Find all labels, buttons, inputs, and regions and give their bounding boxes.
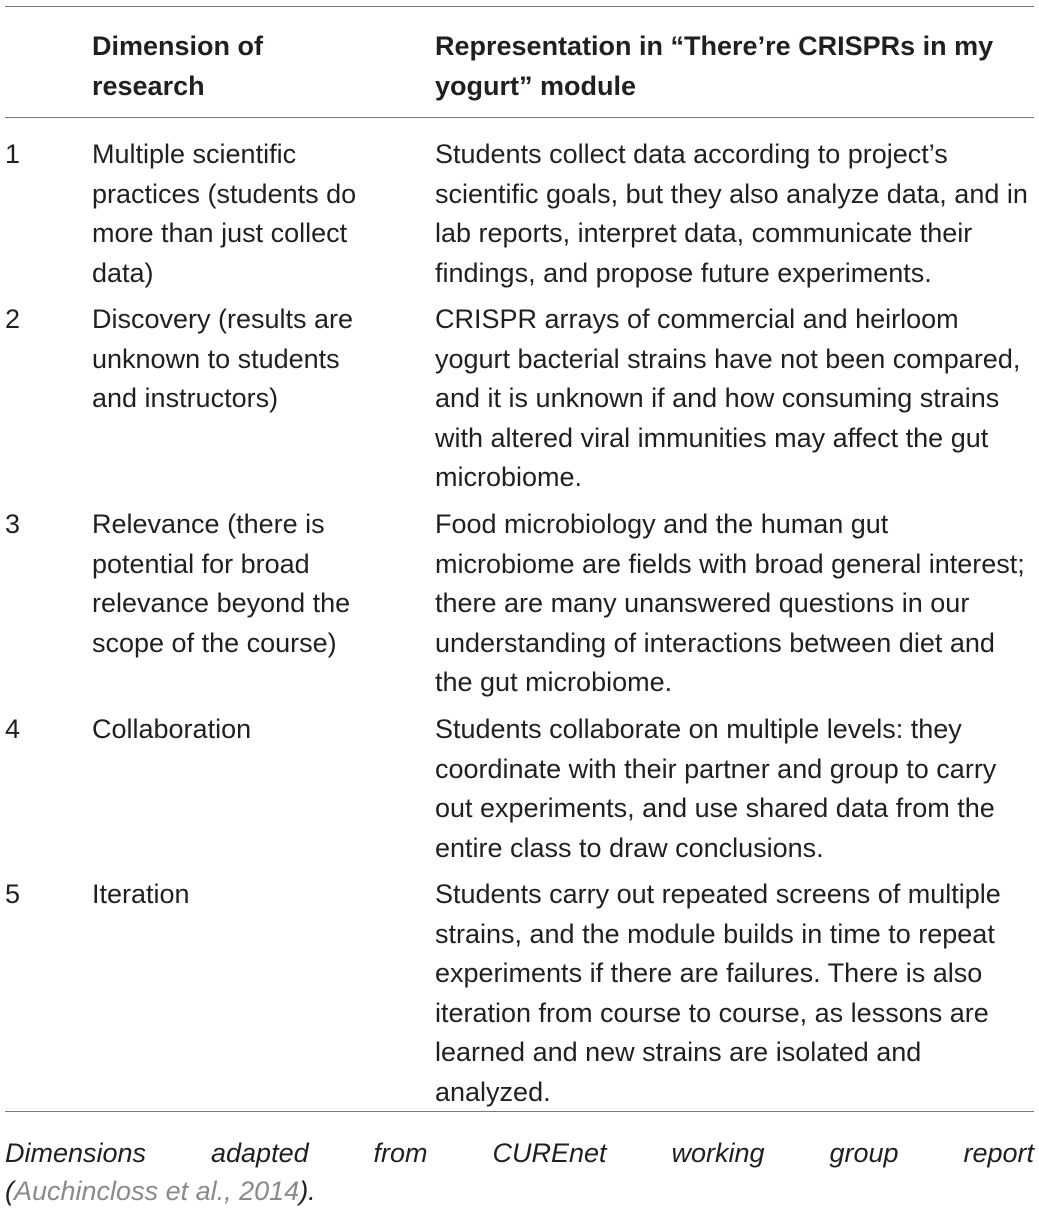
table-footnote [5,1134,1034,1210]
dimension-cell: Relevance (there is potential for broad relevance beyond the scope of the course) [92,509,351,658]
table-row [5,875,1034,1111]
representation-cell: Students carry out repeated screens of multiple strains, and the module builds in time to repeat experiments if there are failures. There is also iteration from course to course, as lessons are learned and new strains are isolated and analyzed. [435,879,1001,1107]
representation-cell: CRISPR arrays of commercial and heirloom yogurt bacterial strains have not been compared, and it is unknown if and how consuming strains with altered viral immunities may affect the gut microbiome. [435,304,1021,492]
footnote-word: Dimensions [5,1138,147,1168]
footnote-word: adapted [211,1138,309,1168]
dimension-cell: Collaboration [92,714,252,744]
citation-link[interactable]: Auchincloss et al., 2014 [14,1176,300,1206]
table-body [5,118,1034,1111]
row-number: 5 [5,879,21,909]
table-row [5,505,1034,710]
table-row [5,300,1034,505]
footnote-word: from [373,1138,428,1168]
dimensions-table [5,6,1034,1112]
table-row [5,710,1034,875]
dimension-cell: Multiple scientific practices (students do more than just collect data) [92,139,357,288]
representation-cell: Students collaborate on multiple levels: they coordinate with their partner and group to carry out experiments, and use shared data from the entire class to draw conclusions. [435,714,997,863]
footnote-close: ). [299,1176,316,1206]
row-number: 2 [5,304,21,334]
row-number: 1 [5,139,21,169]
row-number: 3 [5,509,21,539]
header-representation: Representation in “There’re CRISPRs in my yogurt” module [435,31,994,101]
table-header-row [5,7,1034,117]
footnote-word: group [829,1138,899,1168]
row-number: 4 [5,714,21,744]
table-row [5,135,1034,300]
representation-cell: Food microbiology and the human gut microbiome are fields with broad general interest; there are many unanswered questions in our understanding of interactions between diet and the gut microbiome. [435,509,1025,697]
dimension-cell: Iteration [92,879,190,909]
footnote-word: report [963,1138,1034,1168]
dimension-cell: Discovery (results are unknown to students and instructors) [92,304,354,413]
footnote-open-paren: ( [5,1176,14,1206]
footnote-line-1 [5,1134,1034,1172]
footnote-word: working [671,1138,765,1168]
footnote-word: CUREnet [492,1138,607,1168]
header-dimension: Dimension of research [92,31,264,101]
representation-cell: Students collect data according to project’s scientific goals, but they also analyze data, and in lab reports, interpret data, communicate their findings, and propose future experiments. [435,139,1028,288]
footnote-line-2 [5,1172,1034,1210]
